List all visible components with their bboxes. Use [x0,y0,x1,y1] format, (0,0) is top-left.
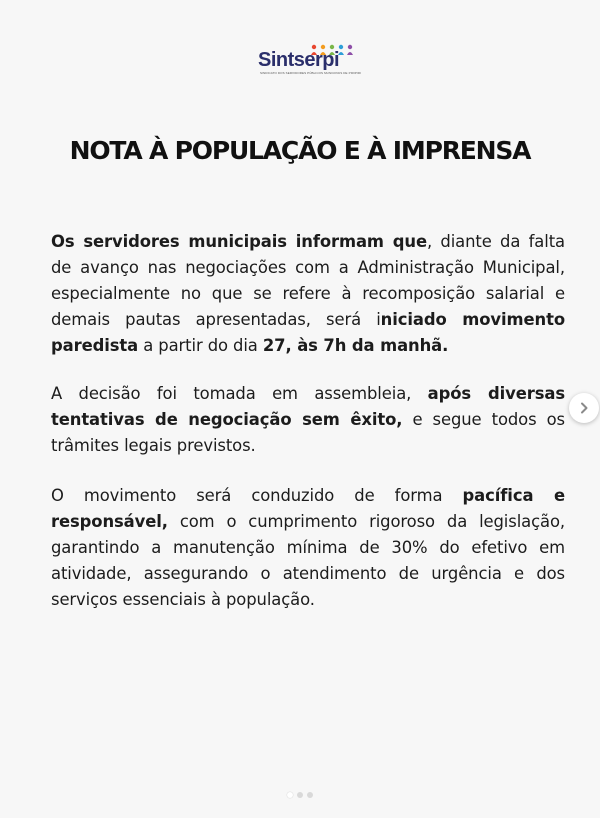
text-bold: 27, às 7h da manhã. [262,336,449,355]
text-bold: niciado movimento paredista [51,310,565,355]
paragraph-assembly-decision [51,381,565,459]
carousel-dot-active [287,792,293,798]
text: com o cumprimento rigoroso da legislação, garantindo a manutenção mínima de 30% do efetivo em atividade, assegurando o atendimento de urgência e dos serviços essenciais à população. [51,512,565,609]
sintserpi-logo [258,44,362,76]
carousel-dot [297,792,303,798]
page-title: NOTA À POPULAÇÃO E À IMPRENSA [69,136,531,165]
logo-wordmark: Sintserpi [258,49,340,71]
text: e segue todos os trâmites legais previstos. [51,410,565,455]
text-bold: Os servidores municipais informam que [51,232,427,251]
text-bold: pacífica e responsável, [51,486,566,531]
text: A decisão foi tomada em assembleia, [51,384,428,403]
text-bold: após diversas tentativas de negociação sem êxito, [51,384,565,429]
carousel-dot [307,792,313,798]
paragraph-movement-conduct [51,483,565,613]
carousel-next-button[interactable] [569,393,599,423]
logo-subtitle: SINDICATO DOS SERVIDORES PÚBLICOS MUNICIPAIS DE PIRIPIRI [260,71,362,75]
chevron-right-icon [578,402,590,414]
text: a partir do dia [138,336,263,355]
text: , diante da falta de avanço nas negociações com a Administração Municipal, especialmente no que se refere à recomposição salarial e demais pautas apresentadas, será i [51,232,565,329]
paragraph-strike-announcement [51,229,565,359]
carousel-indicator [287,792,313,798]
text: O movimento será conduzido de forma [51,486,463,505]
